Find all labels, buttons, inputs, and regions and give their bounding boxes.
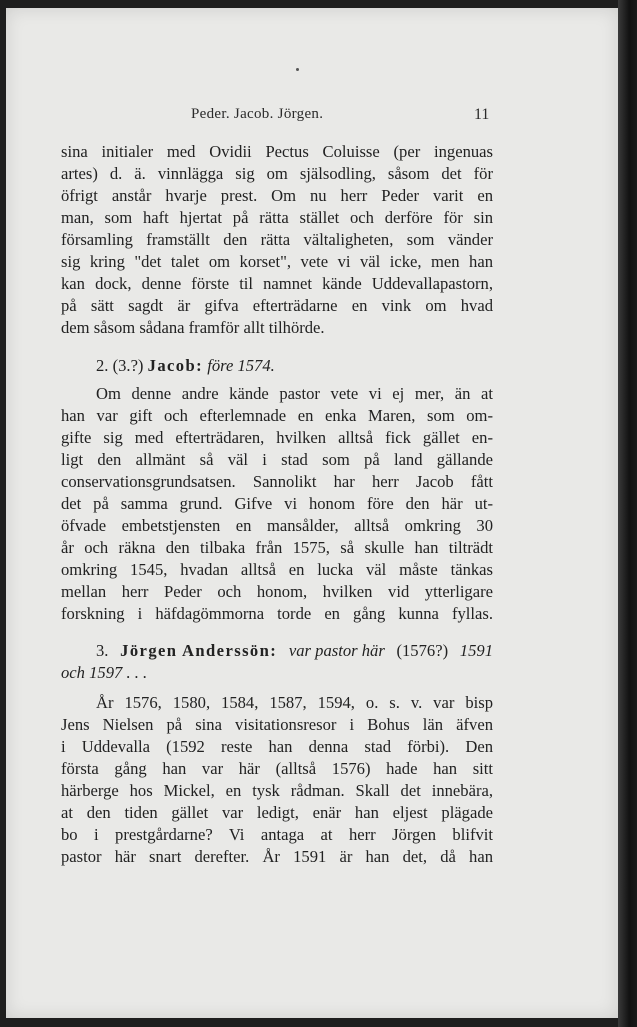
section-number: 2. (3.?) bbox=[96, 356, 144, 375]
text-line: forskning i häfdagömmorna torde en gång kunna fyllas. bbox=[61, 604, 493, 623]
text-line: kan dock, denne förste til namnet kände Uddevallapastorn, bbox=[61, 274, 493, 293]
text-line: mellan herr Peder och honom, hvilken vid ytterligare bbox=[61, 582, 493, 601]
text-line: första gång han var här (alltså 1576) hade han sitt bbox=[61, 759, 493, 778]
text-line: han var gift och efterlemnade en enka Maren, som om- bbox=[61, 406, 493, 425]
text-line: År 1576, 1580, 1584, 1587, 1594, o. s. v. var bisp bbox=[96, 693, 493, 712]
text-line: sina initialer med Ovidii Pectus Coluisse (per ingenuas bbox=[61, 142, 493, 161]
text-line: öfrigt anstår hvarje prest. Om nu herr Peder varit en bbox=[61, 186, 493, 205]
ink-speck bbox=[296, 68, 299, 71]
text-line: bo i prestgårdarne? Vi antaga at herr Jörgen blifvit bbox=[61, 825, 493, 844]
book-page bbox=[6, 8, 618, 1018]
text-line: sig kring "det talet om korset", vete vi väl icke, men han bbox=[61, 252, 493, 271]
section-year: 1591 bbox=[459, 641, 493, 660]
section-heading-jacob bbox=[96, 356, 516, 376]
text-line: omkring 1545, hvadan alltså en lucka väl måste tänkas bbox=[61, 560, 493, 579]
text-line: Om denne andre kände pastor vete vi ej mer, än at bbox=[96, 384, 493, 403]
text-line: pastor här snart derefter. År 1591 är han det, då han bbox=[61, 847, 493, 866]
section-name: Jacob: bbox=[147, 356, 204, 375]
section-number: 3. bbox=[96, 641, 109, 660]
section-note: var pastor här bbox=[288, 641, 385, 660]
section-year-paren: (1576?) bbox=[396, 641, 449, 660]
section-heading-jorgen bbox=[96, 641, 493, 661]
text-line: öfvade embetstjensten en mansålder, alltså omkring 30 bbox=[61, 516, 493, 535]
page-number: 11 bbox=[474, 106, 490, 123]
page-text bbox=[6, 8, 618, 1018]
text-line: på sätt sagdt är gifva efterträdarne en vink om hvad bbox=[61, 296, 493, 315]
text-line: i Uddevalla (1592 reste han denna stad förbi). Den bbox=[61, 737, 493, 756]
text-line: år och räkna den tilbaka från 1575, så skulle han tilträdt bbox=[61, 538, 493, 557]
text-line: at den tiden gället var ledigt, enär han eljest plägade bbox=[61, 803, 493, 822]
text-line: man, som haft hjertat på rätta stället och derföre för sin bbox=[61, 208, 493, 227]
section-note: före 1574. bbox=[207, 356, 275, 375]
text-line: dem såsom sådana framför allt tilhörde. bbox=[61, 318, 325, 337]
text-line: församling framställt den rätta vältaligheten, som vänder bbox=[61, 230, 493, 249]
page-header bbox=[6, 106, 618, 126]
text-line: ligt den allmänt så väl i stad som på land gällande bbox=[61, 450, 493, 469]
section-name: Jörgen Anderssön: bbox=[120, 641, 278, 660]
text-line: artes) d. ä. vinnlägga sig om själsodling, såsom det för bbox=[61, 164, 493, 183]
section-heading-continuation: och 1597 . . . bbox=[61, 663, 148, 682]
running-head: Peder. Jacob. Jörgen. bbox=[191, 106, 324, 122]
text-line: härberge hos Mickel, en tysk rådman. Skall det innebära, bbox=[61, 781, 493, 800]
text-line: gifte sig med efterträdaren, hvilken alltså fick gället en- bbox=[61, 428, 493, 447]
text-line: Jens Nielsen på sina visitationsresor i Bohus län äfven bbox=[61, 715, 493, 734]
text-line: det på samma grund. Gifve vi honom före den här ut- bbox=[61, 494, 493, 513]
text-line: conservationsgrundsatsen. Sannolikt har herr Jacob fått bbox=[61, 472, 493, 491]
book-spine-shadow bbox=[618, 0, 637, 1027]
